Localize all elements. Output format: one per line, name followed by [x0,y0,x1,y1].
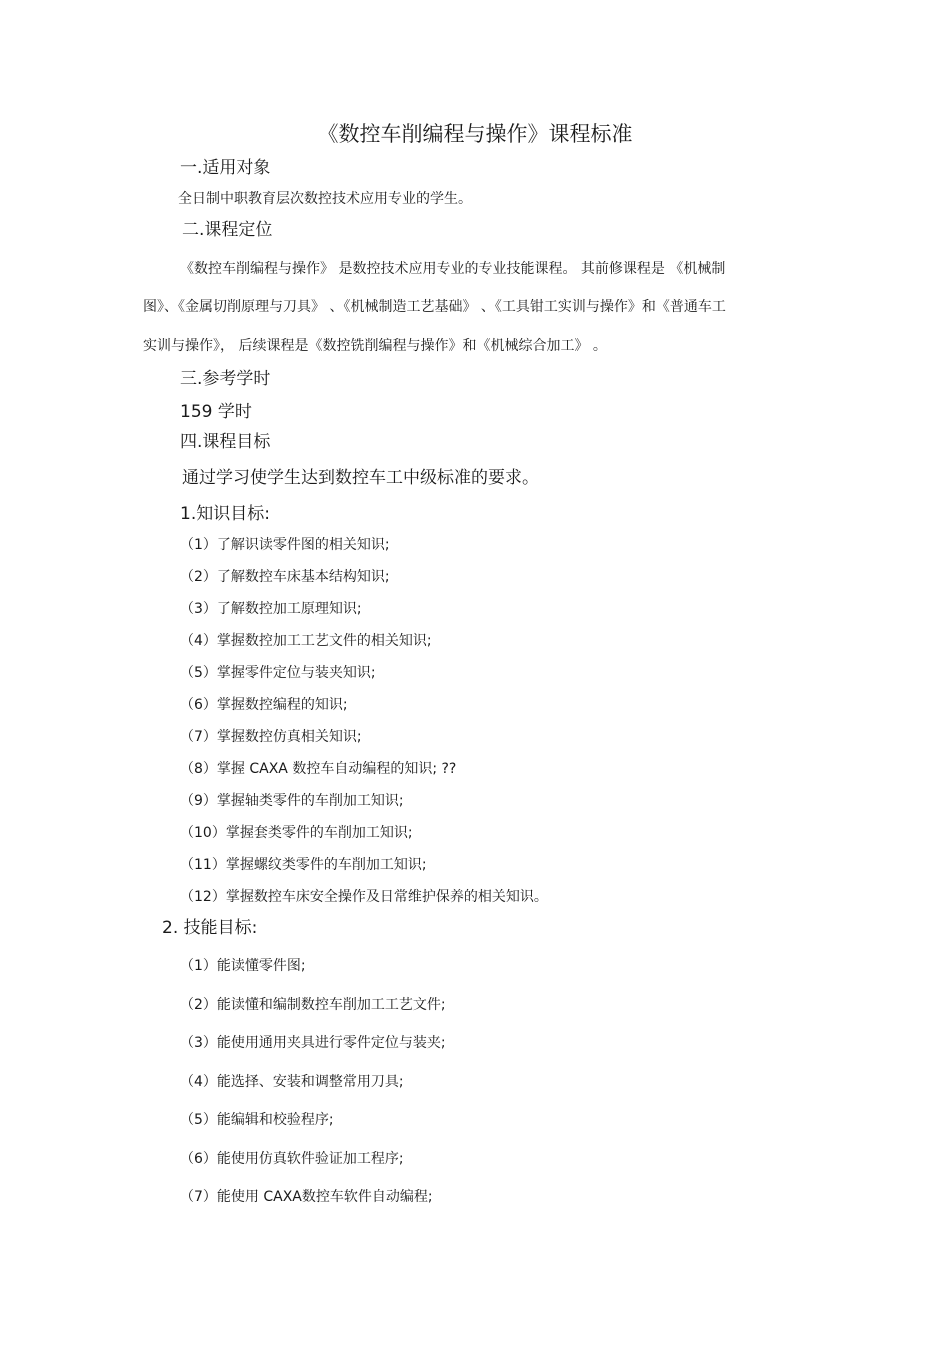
skill-item: （4）能选择、安装和调整常用刀具; [180,1074,404,1090]
knowledge-item: （11）掌握螺纹类零件的车削加工知识; [180,857,427,873]
knowledge-item: （10）掌握套类零件的车削加工知识; [180,825,413,841]
section-heading-reference-hours: 三.参考学时 [180,369,271,389]
knowledge-item: （9）掌握轴类零件的车削加工知识; [180,793,404,809]
section-text-applicable-target: 全日制中职教育层次数控技术应用专业的学生。 [178,191,472,207]
course-position-line-2: 图》、《金属切削原理与刀具》 、《机械制造工艺基础》 、《工具钳工实训与操作》和《普通车工 [143,299,726,315]
section-heading-course-goals: 四.课程目标 [180,432,271,452]
knowledge-item: （12）掌握数控车床安全操作及日常维护保养的相关知识。 [180,889,548,905]
knowledge-item: （3）了解数控加工原理知识; [180,601,362,617]
reference-hours-value: 159 学时 [180,402,252,422]
section-heading-applicable-target: 一.适用对象 [180,158,271,178]
knowledge-item: （5）掌握零件定位与装夹知识; [180,665,376,681]
section-heading-course-position: 二.课程定位 [182,220,273,240]
skill-item: （7）能使用 CAXA数控车软件自动编程; [180,1189,433,1205]
knowledge-item: （2）了解数控车床基本结构知识; [180,569,390,585]
knowledge-item: （1）了解识读零件图的相关知识; [180,537,390,553]
skill-item: （2）能读懂和编制数控车削加工工艺文件; [180,997,446,1013]
skill-goals-heading: 2. 技能目标: [162,918,258,938]
course-position-line-3: 实训与操作》， 后续课程是《数控铣削编程与操作》和《机械综合加工》 。 [143,338,607,354]
skill-item: （1）能读懂零件图; [180,958,306,974]
skill-item: （3）能使用通用夹具进行零件定位与装夹; [180,1035,446,1051]
skill-item: （5）能编辑和校验程序; [180,1112,334,1128]
skill-item: （6）能使用仿真软件验证加工程序; [180,1151,404,1167]
knowledge-item: （4）掌握数控加工工艺文件的相关知识; [180,633,432,649]
knowledge-item: （6）掌握数控编程的知识; [180,697,348,713]
course-goals-intro: 通过学习使学生达到数控车工中级标准的要求。 [182,468,539,488]
knowledge-item: （7）掌握数控仿真相关知识; [180,729,362,745]
document-title: 《数控车削编程与操作》课程标准 [317,122,633,146]
course-position-line-1: 《数控车削编程与操作》 是数控技术应用专业的专业技能课程。 其前修课程是 《机械制 [180,261,726,277]
knowledge-goals-heading: 1.知识目标: [180,504,270,524]
knowledge-item: （8）掌握 CAXA 数控车自动编程的知识; ?? [180,761,457,777]
